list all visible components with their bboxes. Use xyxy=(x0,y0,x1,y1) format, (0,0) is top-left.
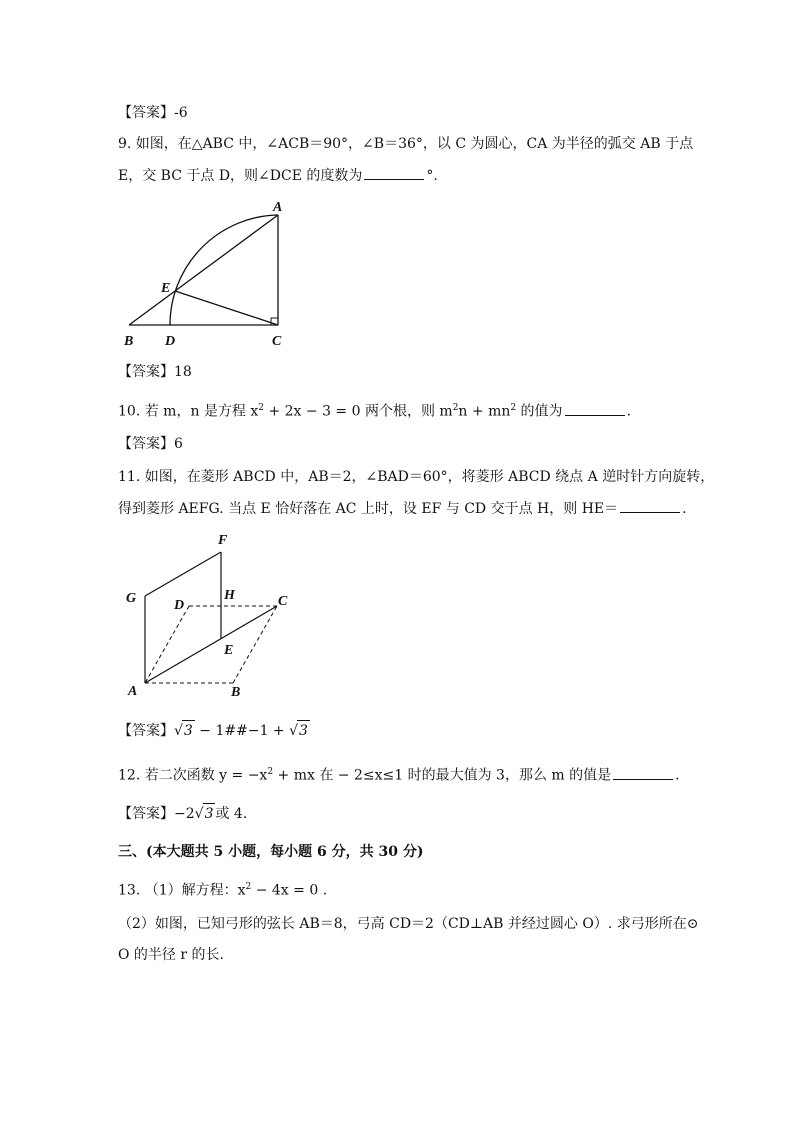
q10-period: . xyxy=(626,403,632,420)
q13-line2: （2）如图，已知弓形的弦长 AB＝8，弓高 CD＝2（CD⊥AB 并经过圆心 O）. 求弓形所在⊙ xyxy=(118,916,699,932)
label-G: G xyxy=(126,591,137,606)
answer-value: -6 xyxy=(174,105,188,121)
q12-text-b: + mx 在 − 2≤x≤1 时的最大值为 3，那么 m 的值是 xyxy=(273,767,612,784)
label-C: C xyxy=(278,594,288,609)
q10-text-d: 的值为 xyxy=(516,403,563,420)
q13-line1 xyxy=(118,877,327,901)
q13-text-b: − 4x = 0 . xyxy=(251,882,328,899)
answer-q8 xyxy=(118,103,188,123)
q12-text-a: 12. 若二次函数 y = −x xyxy=(118,767,268,784)
label-H: H xyxy=(224,588,235,603)
answer-part1: −2 xyxy=(174,806,195,822)
q9-line1: 9. 如图，在△ABC 中，∠ACB＝90°，∠B＝36°，以 C 为圆心，CA 为半径的弧交 AB 于点 xyxy=(118,136,694,152)
segment-DA xyxy=(145,606,189,683)
q11-period: . xyxy=(682,501,687,517)
arc-AD xyxy=(170,215,278,325)
segment-CE xyxy=(175,291,278,325)
q10-text-c: n + mn xyxy=(458,403,511,420)
label-A: A xyxy=(273,200,283,215)
q11-figure xyxy=(120,528,310,706)
q9-degree: °. xyxy=(426,168,438,184)
answer-label: 【答案】 xyxy=(118,364,174,380)
answer-blank xyxy=(620,498,680,513)
segment-BC xyxy=(233,606,277,683)
answer-label: 【答案】 xyxy=(118,105,174,121)
answer-blank xyxy=(565,401,625,416)
superscript: 2 xyxy=(452,403,459,413)
label-D: D xyxy=(174,598,185,613)
answer-part3: 或 4. xyxy=(215,806,248,822)
superscript: 2 xyxy=(258,403,264,413)
answer-blank xyxy=(364,165,424,180)
q10-text-a: 10. 若 m，n 是方程 x xyxy=(118,403,259,420)
label-E: E xyxy=(224,643,234,658)
q10-text-b: + 2x − 3 = 0 两个根，则 m xyxy=(264,403,453,420)
answer-value: 18 xyxy=(174,364,192,380)
q12-period: . xyxy=(675,767,680,784)
answer-q10 xyxy=(118,434,183,454)
q13-text-a: 13. （1）解方程：x xyxy=(118,882,246,899)
label-E: E xyxy=(161,281,171,296)
segment-FG xyxy=(145,552,221,596)
q9-line2-text: E，交 BC 于点 D，则∠DCE 的度数为 xyxy=(118,168,363,184)
answer-middle: − 1##−1 + xyxy=(194,723,290,739)
q11-line2 xyxy=(118,498,687,519)
label-C: C xyxy=(272,334,282,349)
sqrt-radicand: 3 xyxy=(182,720,195,741)
label-F: F xyxy=(218,533,228,548)
label-A: A xyxy=(128,684,138,699)
answer-value: 6 xyxy=(174,436,183,452)
q9-figure xyxy=(115,195,315,355)
answer-label: 【答案】 xyxy=(118,436,174,452)
answer-q11: 【答案】√3 − 1##−1 + √3 xyxy=(118,720,310,741)
section-3-title: 三、(本大题共 5 小题，每小题 6 分，共 30 分) xyxy=(118,844,424,860)
sqrt-radicand: 3 xyxy=(203,803,216,824)
answer-label: 【答案】 xyxy=(118,723,174,739)
label-D: D xyxy=(165,334,176,349)
label-B: B xyxy=(124,334,134,349)
q13-line3: O 的半径 r 的长. xyxy=(118,947,224,963)
superscript: 2 xyxy=(245,882,252,892)
superscript: 2 xyxy=(510,403,517,413)
answer-blank xyxy=(613,765,673,780)
segment-AB xyxy=(129,215,278,325)
superscript: 2 xyxy=(267,767,274,777)
q9-line2 xyxy=(118,165,438,186)
q11-line2-text: 得到菱形 AEFG. 当点 E 恰好落在 AC 上时，设 EF 与 CD 交于点 H，则 HE＝ xyxy=(118,501,619,517)
answer-q9 xyxy=(118,362,192,382)
label-B: B xyxy=(231,685,241,700)
sqrt-radicand: 3 xyxy=(297,720,310,741)
q10-line xyxy=(118,398,631,422)
answer-q12: 【答案】−2√3 或 4. xyxy=(118,803,247,824)
q12-line xyxy=(118,762,680,786)
q11-line1: 11. 如图，在菱形 ABCD 中，AB＝2，∠BAD＝60°，将菱形 ABCD 绕点 A 逆时针方向旋转， xyxy=(118,469,715,485)
segment-AC xyxy=(145,606,277,683)
answer-label: 【答案】 xyxy=(118,806,174,822)
